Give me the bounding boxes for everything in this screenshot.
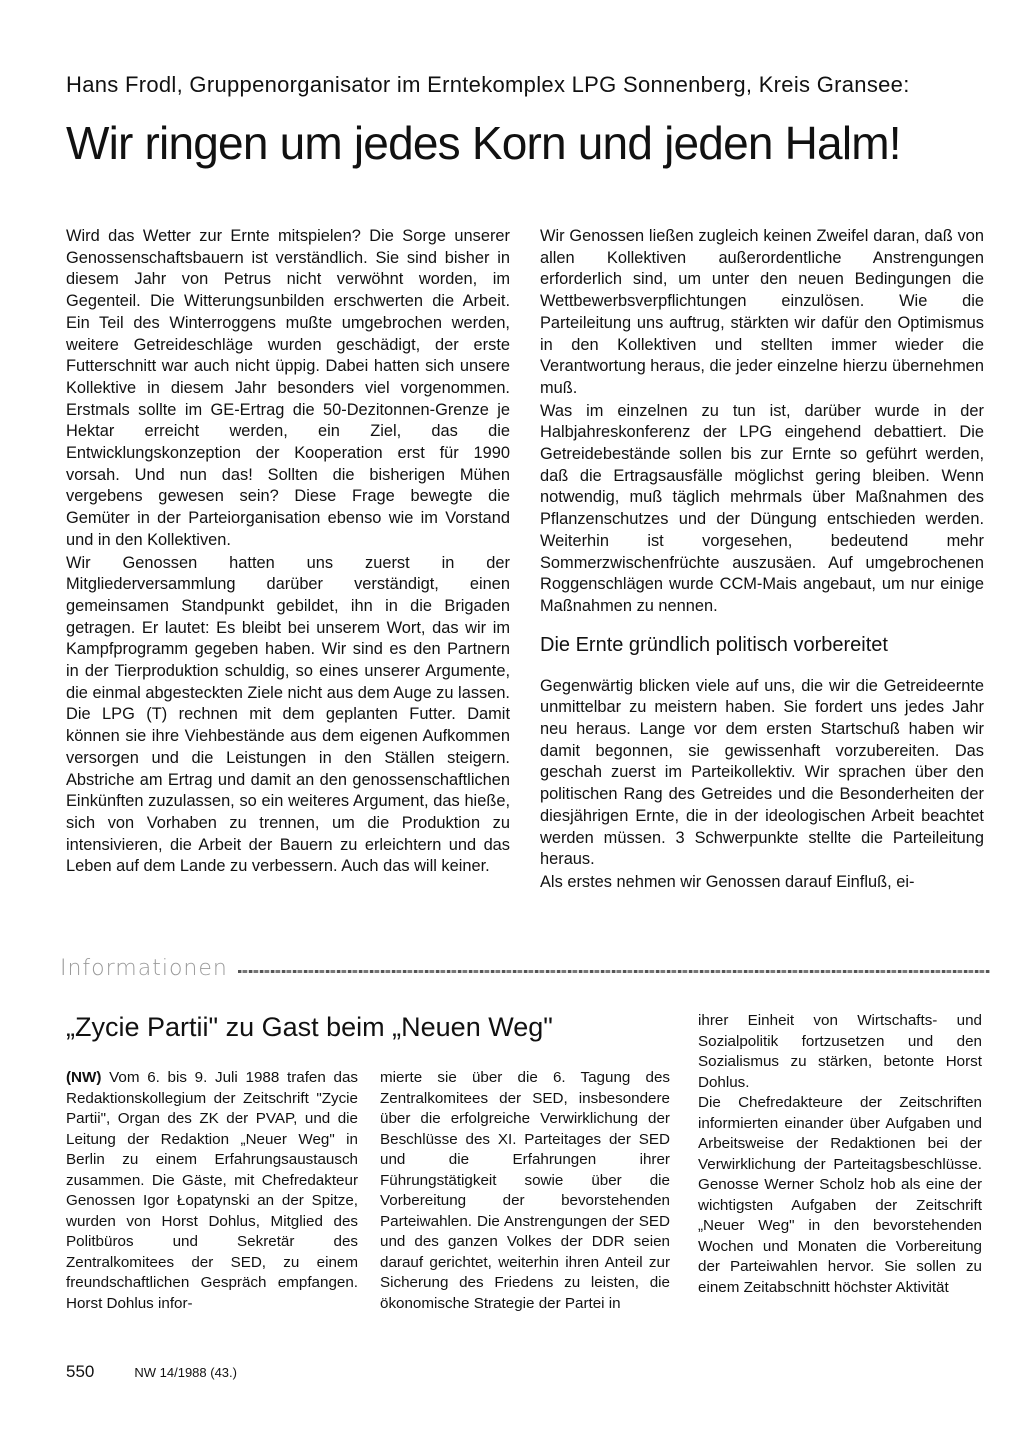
paragraph (66, 1068, 358, 1314)
paragraph: Gegenwärtig blicken viele auf uns, die wir die Getreideernte unmittelbar zu meistern haben. Sie fordert uns jedes Jahr neu heraus. Lange vor dem ersten Startschuß haben wir damit begonnen, sie gewissenhaft vorzubereiten. Das geschah zuerst im Parteikollektiv. Wir sprachen über den politischen Rang des Getreides und die Besonderheiten der diesjährigen Ernte, die in der ideologischen Arbeit beachtet werden müssen. 3 Schwerpunkte stellte die Parteileitung heraus. (540, 676, 984, 869)
paragraph: Als erstes nehmen wir Genossen darauf Einfluß, ei- (540, 872, 915, 891)
paragraph: Was im einzelnen zu tun ist, darüber wurde in der Halbjahreskonferenz der LPG eingehend debattiert. Die Getreidebestände sollen bis zur Ernte so geführt werden, daß die Ertragsausfälle möglichst gering bleiben. Wenn notwendig, muß täglich mehrmals über Maßnahmen des Pflanzenschutzes und der Düngung entschieden werden. Weiterhin ist vorgesehen, bedeutend mehr Sommerzwischenfrüchte auszusäen. Auf umgebrochenen Roggenschlägen wurde CCM-Mais angebaut, um nur einige Maßnahmen zu nennen. (540, 401, 984, 615)
news-column-2 (380, 1068, 670, 1314)
news-headline: „Zycie Partii" zu Gast beim „Neuen Weg" (66, 1012, 553, 1042)
paragraph: Die Chefredakteure der Zeitschriften informierten einander über Aufgaben und Arbeitsweise der Redaktionen bei der Verwirklichung der Parteitagsbeschlüsse. Genosse Werner Scholz hob als eine der wichtigsten Aufgaben der Zeitschrift „Neuer Weg" in den bevorstehenden Wochen und Monaten die Vorbereitung der Parteiwahlen hervor. Sie sollen zu einem Zeitabschnitt höchster Aktivität (698, 1094, 982, 1296)
paragraph: Wir Genossen hatten uns zuerst in der Mitgliederversammlung darüber verständigt, einen gemeinsamen Standpunkt gebildet, ihn in die Brigaden getragen. Er lautet: Es bleibt bei unserem Wort, das wir im Kampfprogramm gegeben haben. Wir sind es den Partnern in der Tierproduktion schuldig, so eines unserer Argumente, die einmal abgesteckten Ziele nicht aus dem Auge zu lassen. Die LPG (T) rechnen mit dem geplanten Futter. Damit können sie ihre Viehbestände aus dem eigenen Aufkommen versorgen und die Leistungen in den Ställen steigern. Abstriche am Ertrag und damit an den genossenschaftlichen Einkünften zuzulassen, so ein weiteres Argument, das hieße, sich von Vorhaben zu trennen, um die Produktion zu intensivieren, die Arbeit der Bauern zu erleichtern und das Leben auf dem Lande zu verbessern. Auch das will keiner. (66, 553, 510, 876)
section-divider (238, 970, 990, 973)
paragraph: ihrer Einheit von Wirtschafts- und Sozialpolitik fortzusetzen und den Sozialismus zu stärken, betonte Horst Dohlus. (698, 1012, 982, 1091)
news-column-3 (698, 1011, 982, 1298)
page-number: 550 (66, 1362, 95, 1381)
article-headline: Wir ringen um jedes Korn und jeden Halm! (66, 117, 901, 169)
article-subheading: Die Ernte gründlich politisch vorbereitet (540, 633, 888, 656)
article-kicker: Hans Frodl, Gruppenorganisator im Erntekomplex LPG Sonnenberg, Kreis Gransee: (66, 72, 910, 97)
issue-label: NW 14/1988 (43.) (134, 1365, 237, 1380)
news-column-1 (66, 1068, 358, 1314)
section-label: Informationen (60, 955, 228, 981)
article-column-2 (540, 226, 984, 894)
article-column-1 (66, 226, 510, 878)
paragraph: Wird das Wetter zur Ernte mitspielen? Die Sorge unserer Genossenschaftsbauern ist verständlich. Sie sind bisher in diesem Jahr von Petrus nicht verwöhnt worden, im Gegenteil. Die Witterungsunbilden erschwerten die Arbeit. Ein Teil des Winterroggens mußte umgebrochen werden, weitere Getreideschläge wurden geschädigt, der erste Futterschnitt war auch nicht üppig. Dabei hatten sich unsere Kollektive in diesem Jahr besonders viel vorgenommen. Erstmals sollte im GE-Ertrag die 50-Dezitonnen-Grenze je Hektar erreicht werden, ein Ziel, das die Entwicklungskonzeption der Kooperation erst für 1990 vorsah. Und nun das! Sollten die bisherigen Mühen vergebens gewesen sein? Diese Frage bewegte die Gemüter in der Parteiorganisation ebenso wie im Vorstand und in den Kollektiven. (66, 227, 510, 549)
paragraph: mierte sie über die 6. Tagung des Zentralkomitees der SED, insbesondere über die erfolgreiche Verwirklichung der Beschlüsse des XI. Parteitages der SED und die Erfahrungen ihrer Führungstätigkeit sowie über die Vorbereitung der bevorstehenden Parteiwahlen. Die Anstrengungen der SED und des ganzen Volkes der DDR seien darauf gerichtet, weiterhin ihren Anteil zur Sicherung des Friedens zu leisten, die ökonomische Strategie der Partei in (380, 1069, 670, 1312)
lead-tag: (NW) (66, 1069, 102, 1086)
news-text: Vom 6. bis 9. Juli 1988 trafen das Redaktionskollegium der Zeitschrift "Zycie Partii", Organ des ZK der PVAP, und die Leitung der Redaktion „Neuer Weg" in Berlin zu einem Erfahrungsaustausch zusammen. Die Gäste, mit Chefredakteur Genossen Igor Łopatynski an der Spitze, wurden von Horst Dohlus, Mitglied des Politbüros und Sekretär des Zentralkomitees der SED, zu einem freundschaftlichen Gespräch empfangen. Horst Dohlus infor- (66, 1069, 358, 1312)
page-footer (66, 1362, 466, 1382)
section-band (60, 955, 990, 981)
paragraph: Wir Genossen ließen zugleich keinen Zweifel daran, daß von allen Kollektiven außerordentliche Anstrengungen erforderlich sind, um unter den neuen Bedingungen die Wettbewerbsverpflichtungen einzulösen. Wie die Parteileitung uns auftrug, stärkten wir dafür den Optimismus in den Kollektiven und stellten immer wieder die Verantwortung heraus, die jeder einzelne hierzu übernehmen muß. (540, 227, 984, 397)
